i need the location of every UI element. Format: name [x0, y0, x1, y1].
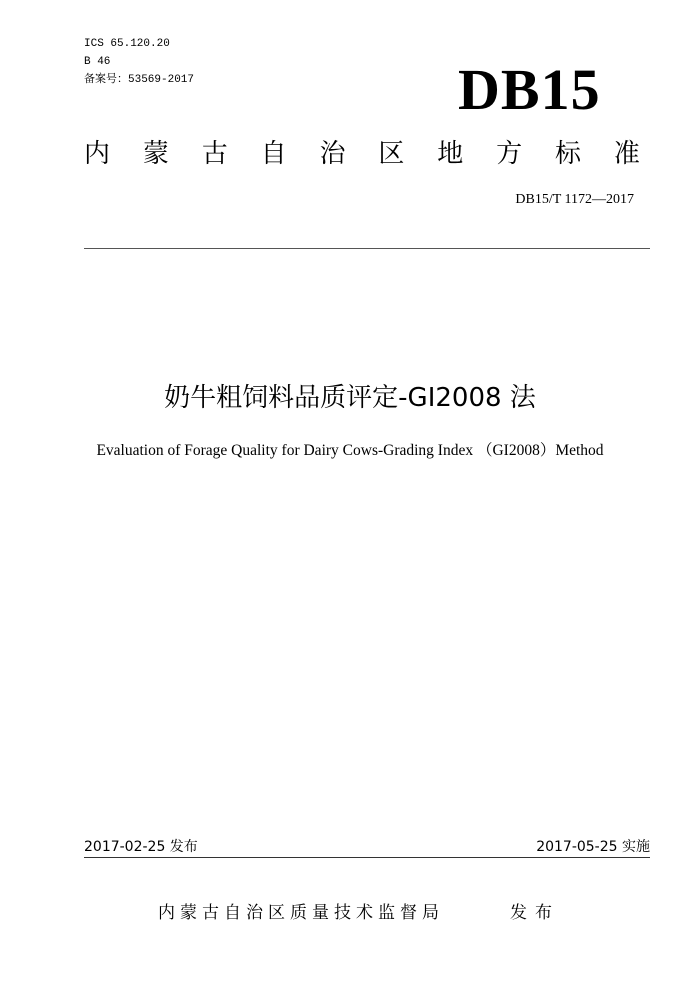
standard-type-char: 区	[378, 139, 405, 169]
document-title-zh: 奶牛粗饲料品质评定-GI2008 法	[164, 383, 536, 413]
standard-type-char: 准	[613, 139, 640, 169]
publisher-name: 内蒙古自治区质量技术监督局	[158, 903, 444, 923]
publish-label: 发布	[510, 903, 560, 923]
issue-date: 2017-02-25 发布	[84, 839, 198, 855]
standard-type-char: 自	[260, 139, 287, 169]
filing-number: 备案号：53569-2017	[84, 74, 195, 86]
standard-type-title	[84, 134, 640, 174]
footer-divider	[84, 857, 650, 858]
standard-type-char: 治	[319, 139, 346, 169]
standard-type-char: 蒙	[142, 139, 169, 169]
standard-type-char: 古	[201, 139, 228, 169]
document-title-en: Evaluation of Forage Quality for Dairy Cows-Grading Index （GI2008）Method	[96, 442, 604, 459]
db-standard-logo: DB15	[458, 57, 601, 122]
standard-type-char: 方	[496, 139, 523, 169]
class-code: B 46	[84, 56, 111, 68]
standard-type-char: 标	[555, 139, 582, 169]
standard-type-char: 内	[84, 139, 111, 169]
header-divider	[84, 248, 650, 249]
effective-date: 2017-05-25 实施	[536, 839, 650, 855]
ics-code: ICS 65.120.20	[84, 38, 170, 50]
standard-number: DB15/T 1172—2017	[515, 192, 634, 207]
standard-type-char: 地	[437, 139, 464, 169]
